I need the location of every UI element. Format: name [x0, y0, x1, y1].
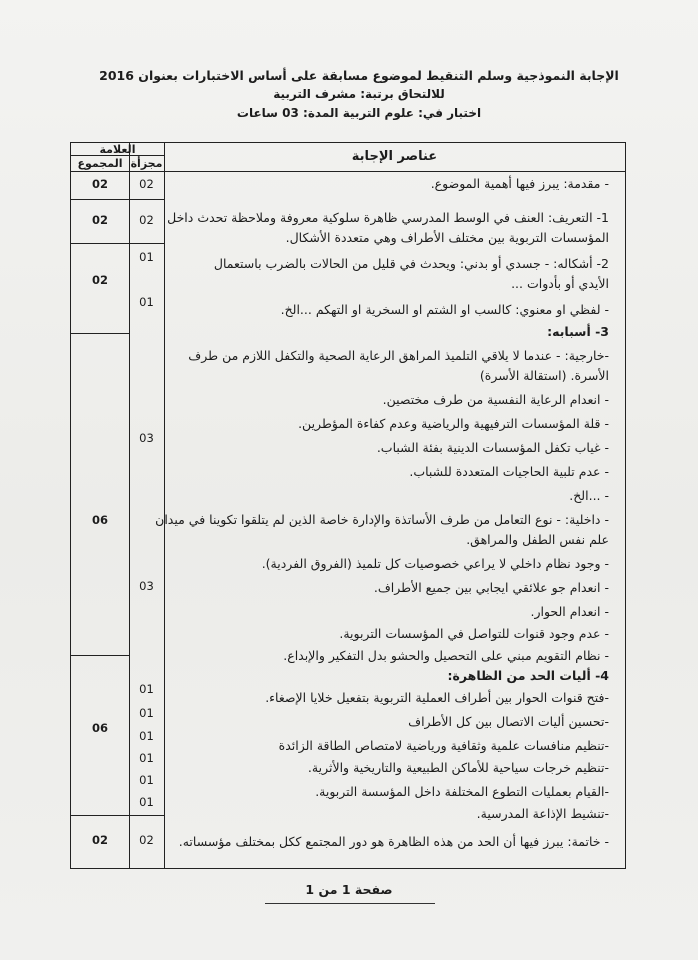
partial-mark: 01: [139, 729, 154, 743]
header-exam-info: اختبار في: علوم التربية المدة: 03 ساعات: [236, 106, 482, 120]
partial-mark: 01: [139, 706, 154, 720]
list-item: - انعدام الرعاية النفسية من طرف مختصين.: [382, 392, 609, 407]
row-divider: [71, 655, 129, 656]
answer-elements-header: عناصر الإجابة: [351, 149, 438, 164]
footer-divider: [265, 903, 435, 904]
partial-mark: 01: [139, 795, 154, 809]
list-item: - غياب تكفل المؤسسات الدينية بفئة الشباب.: [376, 440, 609, 455]
list-item: - عدم وجود قنوات للتواصل في المؤسسات التربوية.: [339, 626, 609, 641]
list-item: - ...الخ.: [569, 488, 609, 503]
list-item: - نظام التقويم مبني على التحصيل والحشو بدل التفكير والإبداع.: [283, 648, 609, 663]
partial-mark: 02: [139, 177, 154, 191]
answer-table: [70, 142, 626, 869]
partial-mark: 02: [139, 213, 154, 227]
conclusion-line: - خاتمة: يبرز فيها أن الحد من هذه الظاهرة هو دور المجتمع ككل بمختلف مؤسساته.: [178, 834, 609, 849]
column-divider: [164, 143, 165, 868]
internal-causes-line: - داخلية: - نوع التعامل من طرف الأساتذة والإدارة خاصة الذين لم يتلقوا تكوينا في ميدان: [155, 512, 609, 527]
total-header: المجموع: [77, 157, 123, 170]
partial-mark: 01: [139, 751, 154, 765]
partial-mark: 01: [139, 773, 154, 787]
forms-line: الأيدي أو بأدوات ...: [511, 276, 609, 291]
row-divider: [71, 199, 164, 200]
row-divider: [71, 333, 129, 334]
header-title: الإجابة النموذجية وسلم التنقيط لموضوع مسابقة على أساس الاختبارات بعنوان 2016: [99, 68, 619, 83]
partial-mark: 02: [139, 833, 154, 847]
document-header: [60, 66, 658, 123]
list-item: - قلة المؤسسات الترفيهية والرياضية وعدم كفاءة المؤطرين.: [298, 416, 609, 431]
definition-line: 1- التعريف: العنف في الوسط المدرسي ظاهرة سلوكية معروفة وملاحظة تحدث داخل: [167, 210, 609, 225]
causes-heading: 3- أسبابه:: [547, 324, 609, 339]
total-mark: 02: [91, 213, 108, 227]
internal-causes-line: علم نفس الطفل والمراهق.: [466, 532, 609, 547]
list-item: - عدم تلبية الحاجيات المتعددة للشباب.: [409, 464, 609, 479]
mechanisms-heading: 4- أليات الحد من الظاهرة:: [447, 668, 609, 683]
partial-mark: 01: [139, 250, 154, 264]
total-mark: 02: [91, 177, 108, 191]
list-item: -فتح قنوات الحوار بين أطراف العملية التربوية بتفعيل خلايا الإصغاء.: [265, 690, 609, 705]
external-causes-line: -خارجية: - عندما لا يلاقي التلميذ المراهق الرعاية الصحية والتكفل اللازم من طرف: [188, 348, 609, 363]
total-mark: 06: [91, 721, 108, 735]
partial-mark: 01: [139, 295, 154, 309]
grade-header: العلامة: [99, 143, 136, 156]
row-divider: [71, 815, 164, 816]
list-item: - انعدام الحوار.: [530, 604, 609, 619]
list-item: -تنشيط الإذاعة المدرسية.: [476, 806, 609, 821]
list-item: - وجود نظام داخلي لا يراعي خصوصيات كل تلميذ (الفروق الفردية).: [261, 556, 609, 571]
list-item: -تحسين أليات الاتصال بين كل الأطراف: [408, 714, 609, 729]
header-row-divider: [71, 171, 625, 172]
list-item: -القيام بعمليات التطوع المختلفة داخل المؤسسة التربوية.: [315, 784, 609, 799]
intro-line: - مقدمة: يبرز فيها أهمية الموضوع.: [430, 176, 609, 191]
partial-header: مجزأة: [130, 157, 163, 170]
page-number: صفحة 1 من 1: [305, 882, 393, 897]
forms-line: - لفظي او معنوي: كالسب او الشتم او السخرية او التهكم ...الخ.: [280, 302, 609, 317]
list-item: - انعدام جو علائقي ايجابي بين جميع الأطراف.: [373, 580, 609, 595]
partial-mark: 01: [139, 682, 154, 696]
definition-line: المؤسسات التربوية بين مختلف الأطراف وهي متعددة الأشكال.: [285, 230, 609, 245]
total-mark: 02: [91, 833, 108, 847]
forms-line: 2- أشكاله: - جسدي أو بدني: ويحدث في قليل من الحالات بالضرب باستعمال: [213, 256, 609, 271]
header-position: للالتحاق برتبة: مشرف التربية: [273, 87, 445, 101]
list-item: -تنظيم منافسات علمية وثقافية ورياضية لامتصاص الطاقة الزائدة: [278, 738, 609, 753]
row-divider: [71, 243, 164, 244]
total-mark: 06: [91, 513, 108, 527]
partial-mark: 03: [139, 579, 154, 593]
external-causes-line: الأسرة. (استقالة الأسرة): [479, 368, 609, 383]
list-item: -تنظيم خرجات سياحية للأماكن الطبيعية والتاريخية والأثرية.: [307, 760, 609, 775]
total-mark: 02: [91, 273, 108, 287]
partial-mark: 03: [139, 431, 154, 445]
